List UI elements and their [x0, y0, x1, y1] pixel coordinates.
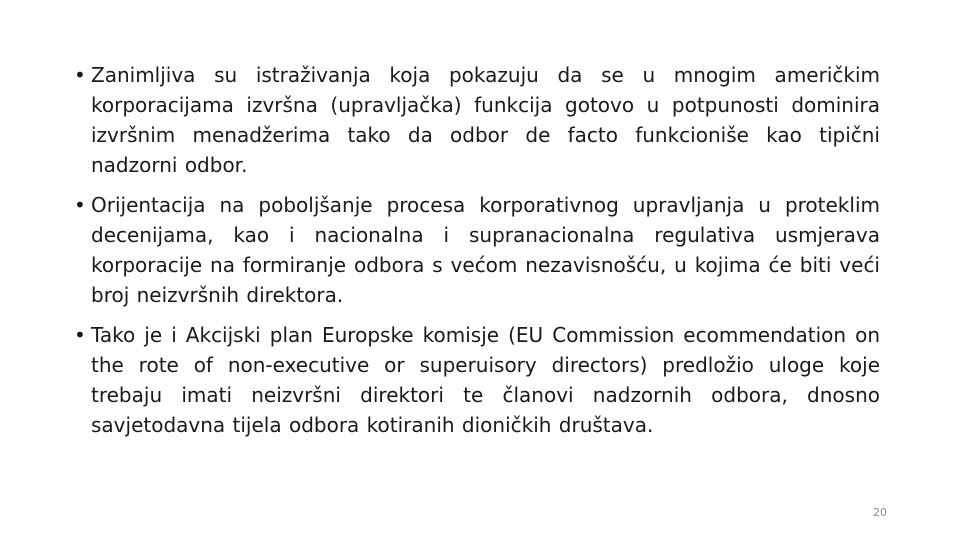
bullet-point-icon: • [74, 63, 86, 87]
bullet-point-icon: • [74, 323, 86, 347]
bullet-text: Tako je i Akcijski plan Europske komisje (EU Commission ecommendation on the rote of non-executive or superuisory directors) predložio uloge koje trebaju imati neizvršni direktori te članovi nadzornih odbora, dnosno savjetodavna tijela odbora kotiranih dioničkih društava. [91, 323, 880, 437]
bullet-item [74, 60, 880, 180]
page-number: 20 [873, 506, 887, 519]
bullet-list [74, 60, 880, 440]
bullet-text: Orijentacija na poboljšanje procesa korporativnog upravljanja u proteklim decenijama, kao i nacionalna i supranacionalna regulativa usmjerava korporacije na formiranje odbora s većom nezavisnošću, u kojima će biti veći broj neizvršnih direktora. [91, 193, 880, 307]
bullet-item [74, 320, 880, 440]
bullet-text: Zanimljiva su istraživanja koja pokazuju da se u mnogim američkim korporacijama izvršna (upravljačka) funkcija gotovo u potpunosti dominira izvršnim menadžerima tako da odbor de facto funkcioniše kao tipični nadzorni odbor. [91, 63, 880, 177]
bullet-item [74, 190, 880, 310]
bullet-point-icon: • [74, 193, 86, 217]
